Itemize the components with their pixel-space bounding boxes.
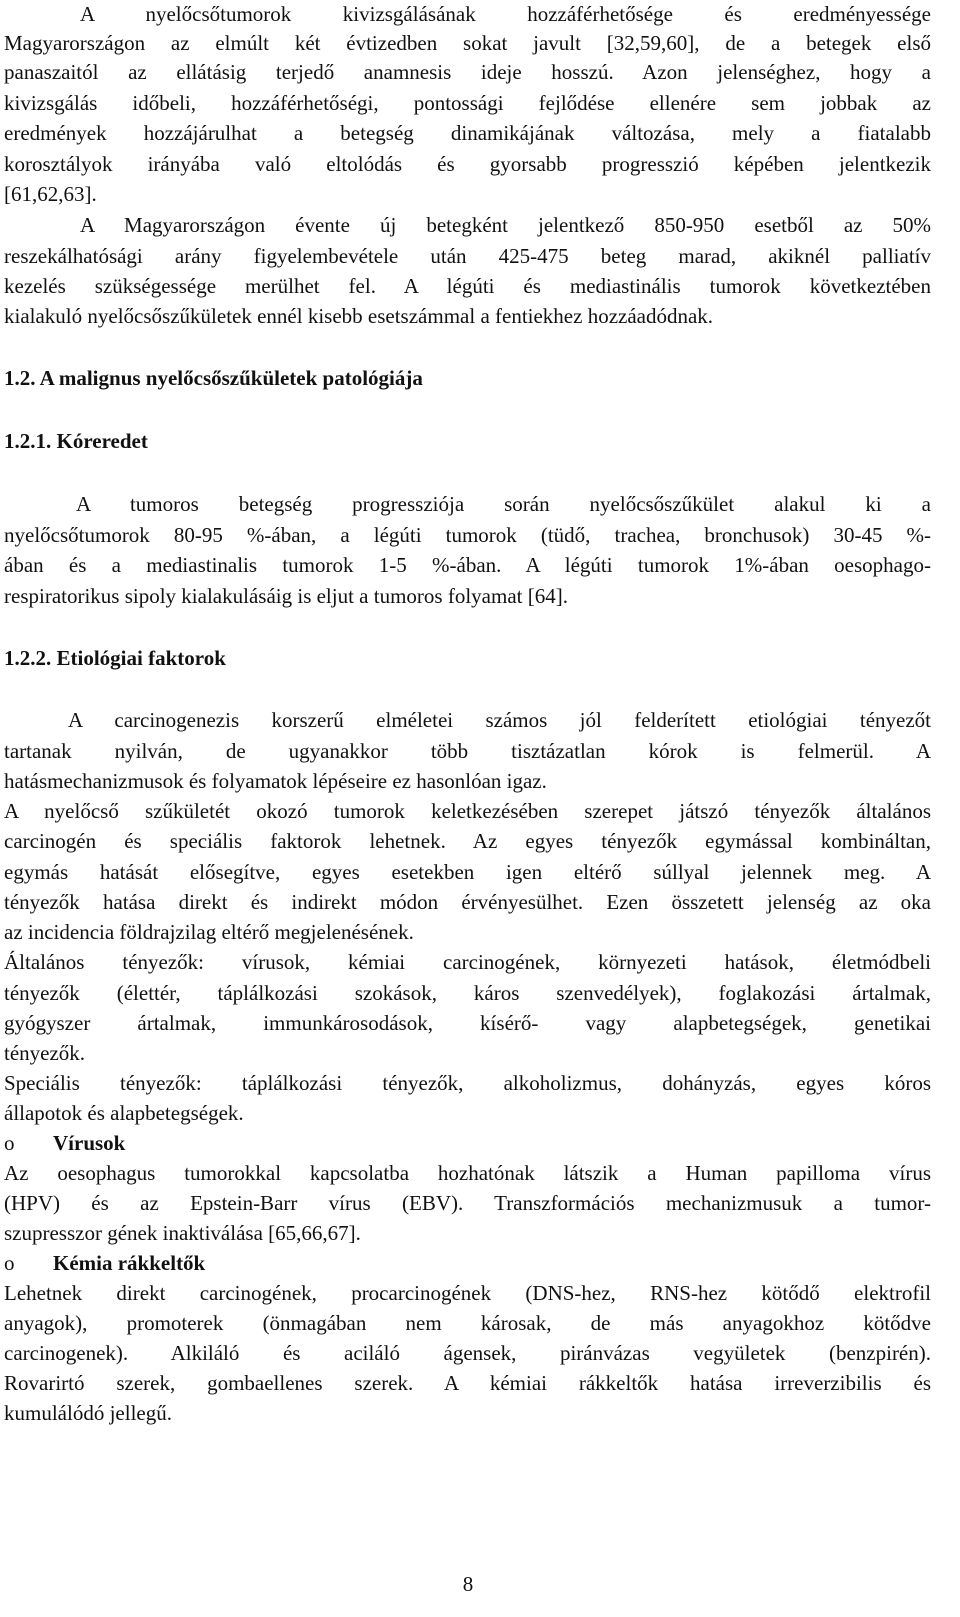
paragraph-line: A carcinogenezis korszerű elméletei számos jól felderített etiológiai tényezőt: [68, 708, 931, 732]
paragraph-line: szupresszor gének inaktiválása [65,66,67].: [4, 1221, 361, 1245]
paragraph-line: ában és a mediastinalis tumorok 1-5 %-ában. A légúti tumorok 1%-ában oesophago-: [4, 553, 931, 577]
paragraph-line: hatásmechanizmusok és folyamatok lépéseire ez hasonlóan igaz.: [4, 769, 547, 793]
paragraph-line: respiratorikus sipoly kialakulásáig is eljut a tumoros folyamat [64].: [4, 584, 568, 608]
paragraph-line: egymás hatását elősegítve, egyes esetekben igen eltérő súllyal jelennek meg. A: [4, 860, 931, 884]
paragraph-line: Az oesophagus tumorokkal kapcsolatba hozhatónak látszik a Human papilloma vírus: [4, 1161, 931, 1185]
paragraph-line: Lehetnek direkt carcinogének, procarcinogének (DNS-hez, RNS-hez kötődő elektrofil: [4, 1281, 931, 1305]
paragraph-line: korosztályok irányába való eltolódás és gyorsabb progresszió képében jelentkezik: [4, 152, 931, 176]
paragraph-line: kialakuló nyelőcsőszűkületek ennél kisebb esetszámmal a fentiekhez hozzáadódnak.: [4, 304, 714, 328]
paragraph-line: panaszaitól az ellátásig terjedő anamnesis ideje hosszú. Azon jelenséghez, hogy a: [4, 60, 931, 84]
paragraph-line: tényezők.: [4, 1041, 86, 1065]
paragraph-line: A nyelőcsőtumorok kivizsgálásának hozzáférhetősége és eredményessége: [80, 2, 931, 26]
subsection-heading: 1.2.1. Kóreredet: [4, 429, 148, 453]
paragraph-line: A Magyarországon évente új betegként jelentkező 850-950 esetből az 50%: [80, 213, 931, 237]
bullet-heading-kemia: [4, 1249, 931, 1278]
paragraph-line: eredmények hozzájárulhat a betegség dinamikájának változása, mely a fiatalabb: [4, 121, 931, 145]
paragraph-line: A nyelőcső szűkületét okozó tumorok keletkezésében szerepet játszó tényezők általános: [4, 799, 931, 823]
bullet-heading-virusok: [4, 1129, 931, 1158]
page-number: 8: [462, 1572, 474, 1596]
paragraph-line: Magyarországon az elmúlt két évtizedben sokat javult [32,59,60], de a betegek első: [4, 31, 931, 55]
paragraph-line: állapotok és alapbetegségek.: [4, 1101, 244, 1125]
paragraph-line: az incidencia földrajzilag eltérő megjelenésének.: [4, 920, 414, 944]
subsection-heading: 1.2.2. Etiológiai faktorok: [4, 646, 226, 670]
bullet-marker: o: [4, 1251, 15, 1275]
paragraph-line: kivizsgálás időbeli, hozzáférhetőségi, pontossági fejlődése ellenére sem jobbak az: [4, 91, 931, 115]
bullet-heading-label: Vírusok: [53, 1131, 126, 1155]
bullet-marker: o: [4, 1131, 15, 1155]
paragraph-line: gyógyszer ártalmak, immunkárosodások, kísérő- vagy alapbetegségek, genetikai: [4, 1011, 931, 1035]
paragraph-line: kumulálódó jellegű.: [4, 1401, 172, 1425]
paragraph-line: A tumoros betegség progressziója során nyelőcsőszűkület alakul ki a: [76, 492, 931, 516]
paragraph-line: Rovarirtó szerek, gombaellenes szerek. A kémiai rákkeltők hatása irreverzibilis és: [4, 1371, 931, 1395]
section-heading: 1.2. A malignus nyelőcsőszűkületek patológiája: [4, 366, 423, 390]
bullet-heading-label: Kémia rákkeltők: [53, 1251, 206, 1275]
paragraph-line: Általános tényezők: vírusok, kémiai carcinogének, környezeti hatások, életmódbeli: [4, 950, 931, 974]
paragraph-line: carcinogén és speciális faktorok lehetnek. Az egyes tényezők egymással kombináltan,: [4, 829, 931, 853]
paragraph-line: (HPV) és az Epstein-Barr vírus (EBV). Transzformációs mechanizmusuk a tumor-: [4, 1191, 931, 1215]
paragraph-line: nyelőcsőtumorok 80-95 %-ában, a légúti tumorok (tüdő, trachea, bronchusok) 30-45 %-: [4, 523, 931, 547]
paragraph-line: [61,62,63].: [4, 182, 97, 206]
paragraph-line: carcinogenek). Alkiláló és aciláló ágensek, piránvázas vegyületek (benzpirén).: [4, 1341, 931, 1365]
paragraph-line: tényezők (élettér, táplálkozási szokások, káros szenvedélyek), foglakozási ártalmak,: [4, 981, 931, 1005]
paragraph-line: tényezők hatása direkt és indirekt módon érvényesülhet. Ezen összetett jelenség az oka: [4, 890, 931, 914]
paragraph-line: anyagok), promoterek (önmagában nem károsak, de más anyagokhoz kötődve: [4, 1311, 931, 1335]
paragraph-line: kezelés szükségessége merülhet fel. A légúti és mediastinális tumorok következtében: [4, 274, 931, 298]
paragraph-line: tartanak nyilván, de ugyanakkor több tisztázatlan kórok is felmerül. A: [4, 739, 931, 763]
paragraph-line: reszekálhatósági arány figyelembevétele után 425-475 beteg marad, akiknél palliatív: [4, 244, 931, 268]
paragraph-line: Speciális tényezők: táplálkozási tényezők, alkoholizmus, dohányzás, egyes kóros: [4, 1071, 931, 1095]
